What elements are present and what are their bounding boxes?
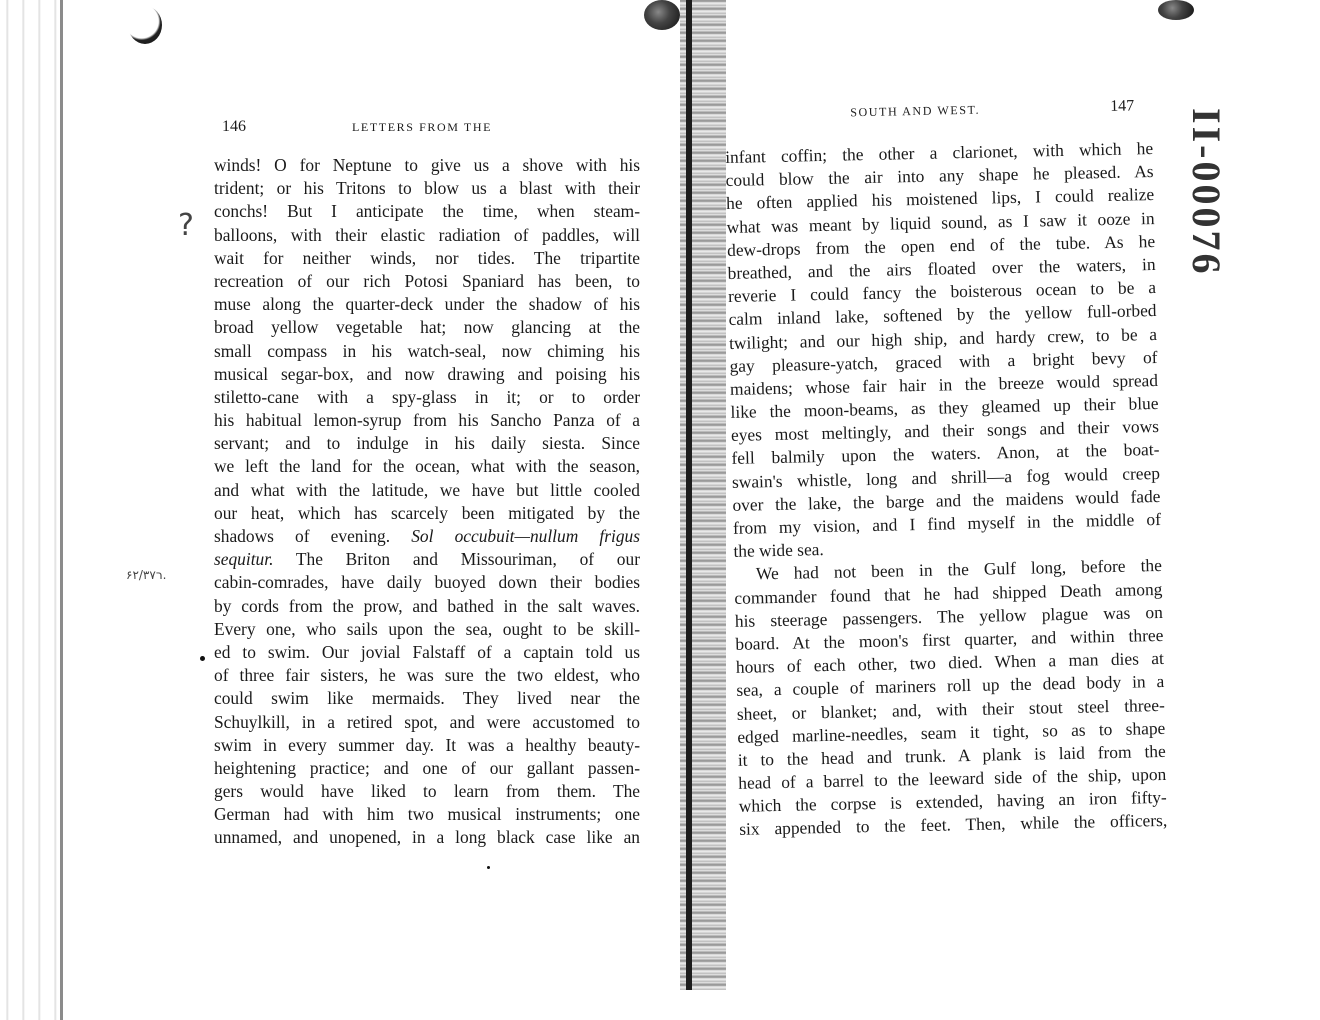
- punch-hole-left: [128, 6, 162, 44]
- text-line: calm inland lake, softened by the yellow full-orbed: [728, 300, 1157, 330]
- text-line: six appended to the feet. Then, while the officers,: [739, 810, 1168, 840]
- text-line: trident; or his Tritons to blow us a blast with their: [214, 178, 640, 199]
- text-line: could blow the air into any shape he pleased. As: [725, 161, 1154, 191]
- text-line: ed to swim. Our jovial Falstaff of a captain told us: [214, 641, 640, 662]
- text-line: Every one, who sails upon the sea, ought to be skill-: [214, 618, 640, 639]
- right-page-header: [724, 97, 1152, 126]
- left-page-text: [214, 154, 640, 850]
- text-line: swim in every summer day. It was a healthy beauty-: [214, 734, 640, 755]
- text-line: and what with the latitude, we have but little cooled: [214, 479, 640, 500]
- text-run: shadows of evening.: [214, 526, 391, 546]
- page-number: 147: [1110, 97, 1135, 115]
- text-line: stiletto-cane with a spy-glass in it; or to order: [214, 386, 640, 407]
- ink-dot: [200, 656, 205, 661]
- punch-hole-right: [1158, 0, 1194, 20]
- scan-edge-left: [0, 0, 70, 1020]
- text-line: commander found that he had shipped Death among: [734, 578, 1163, 608]
- left-page-header: [214, 118, 640, 138]
- text-line: gers would have liked to learn from them. The: [214, 781, 640, 802]
- paragraph-start-line: We had not been in the Gulf long, before the: [755, 555, 1163, 584]
- margin-handwritten-note: ר۶۲/۳۷.: [126, 568, 167, 582]
- text-line: German had with him two musical instruments; one: [214, 804, 640, 825]
- text-line: eyes most meltingly, and their songs and their vows: [730, 416, 1160, 446]
- text-line: hours of each other, two died. When a man dies at: [735, 648, 1164, 677]
- text-line: breathed, and the airs floated over the waters, in: [727, 253, 1156, 283]
- text-line: musical segar-box, and now drawing and poising his: [214, 363, 640, 384]
- text-line: over the lake, the barge and the maidens would fade: [732, 485, 1161, 515]
- text-line: reverie I could fancy the boisterous ocean to be a: [727, 277, 1157, 307]
- text-line-mixed: [214, 548, 640, 571]
- text-line: it to the head and trunk. A plank is laid from the: [737, 740, 1166, 770]
- text-line: could swim like mermaids. They lived near the: [214, 688, 640, 709]
- text-line: maidens; whose fair hair in the breeze would spread: [729, 369, 1159, 399]
- text-line: heightening practice; and one of our gallant passen-: [214, 757, 640, 778]
- text-line-mixed: [214, 525, 640, 548]
- text-line: cabin-comrades, have daily buoyed down their bodies: [214, 572, 640, 593]
- text-line: of three fair sisters, he was sure the two eldest, who: [214, 665, 640, 686]
- text-line: infant coffin; the other a clarionet, with which he: [724, 138, 1154, 167]
- text-line: sea, a couple of mariners roll up the dead body in a: [736, 671, 1165, 701]
- text-line: balloons, with their elastic radiation of paddles, will: [214, 224, 640, 245]
- punch-hole-center: [644, 0, 680, 30]
- text-line: his steerage passengers. The yellow plague was on: [734, 601, 1164, 631]
- text-line: his habitual lemon-syrup from his Sancho Panza of a: [214, 410, 640, 431]
- text-line: what was meant by liquid sound, as I saw it ooze in: [726, 207, 1155, 237]
- text-line: head of a barrel to the leeward side of the ship, upon: [738, 763, 1167, 793]
- text-line: like the moon-beams, as they gleamed up their blue: [730, 393, 1159, 422]
- text-line: sheet, or blanket; and, with their stout steel three-: [736, 694, 1165, 724]
- text-line: recreation of our rich Potosi Spaniard has been, to: [214, 270, 640, 291]
- running-head: SOUTH AND WEST.: [850, 102, 981, 120]
- text-run: The Briton and Missouriman, of our: [295, 549, 640, 570]
- text-line: twilight; and our high ship, and hardy crew, to be a: [728, 323, 1158, 353]
- text-line: fell balmily upon the waters. Anon, at the boat-: [731, 439, 1160, 469]
- book-spine: [686, 0, 692, 990]
- margin-question-mark: ?: [178, 208, 194, 243]
- text-line: we left the land for the ocean, what with the season,: [214, 456, 640, 477]
- text-line: muse along the quarter-deck under the shadow of his: [214, 294, 640, 315]
- book-gutter: [680, 0, 726, 990]
- text-line: from my vision, and I find myself in the middle of: [732, 508, 1162, 538]
- text-line: unnamed, and unopened, in a long black case like an: [214, 827, 640, 848]
- running-head: LETTERS FROM THE: [352, 120, 493, 134]
- text-line: conchs! But I anticipate the time, when steam-: [214, 201, 640, 222]
- text-line: broad yellow vegetable hat; now glancing at the: [214, 317, 640, 338]
- scan-edge-rule: [60, 0, 63, 1020]
- text-line: Schuylkill, in a retired spot, and were accustomed to: [214, 711, 640, 732]
- right-page: [724, 91, 1168, 860]
- right-page-text: [725, 137, 1167, 841]
- text-line: small compass in his watch-seal, now chiming his: [214, 340, 640, 361]
- text-line: which the corpse is extended, having an iron fifty-: [738, 787, 1167, 817]
- text-line: winds! O for Neptune to give us a shove with his: [214, 155, 640, 175]
- text-line: he often applied his moistened lips, I could realize: [725, 184, 1155, 214]
- text-line: board. At the moon's first quarter, and within three: [735, 624, 1164, 654]
- text-line: our heat, which has scarcely been mitigated by the: [214, 502, 640, 523]
- archive-number-stamp: II-00076: [1184, 108, 1229, 277]
- paragraph-end-line: the wide sea.: [733, 539, 824, 562]
- latin-phrase: Sol occubuit—nullum frigus: [411, 526, 640, 546]
- latin-phrase: sequitur.: [214, 549, 274, 570]
- left-page: [214, 118, 640, 858]
- page-number: 146: [222, 118, 246, 135]
- text-line: gay pleasure-yatch, graced with a bright bevy of: [729, 346, 1158, 376]
- text-line: swain's whistle, long and shrill—a fog would creep: [731, 462, 1161, 492]
- text-line: by cords from the prow, and bathed in the salt waves.: [214, 595, 640, 616]
- text-line: servant; and to indulge in his daily siesta. Since: [214, 433, 640, 454]
- text-line: wait for neither winds, nor tides. The tripartite: [214, 247, 640, 268]
- text-line: dew-drops from the open end of the tube. As he: [726, 230, 1156, 260]
- text-line: edged marline-needles, seam it tight, so as to shape: [737, 717, 1166, 747]
- ink-dot: [487, 866, 490, 869]
